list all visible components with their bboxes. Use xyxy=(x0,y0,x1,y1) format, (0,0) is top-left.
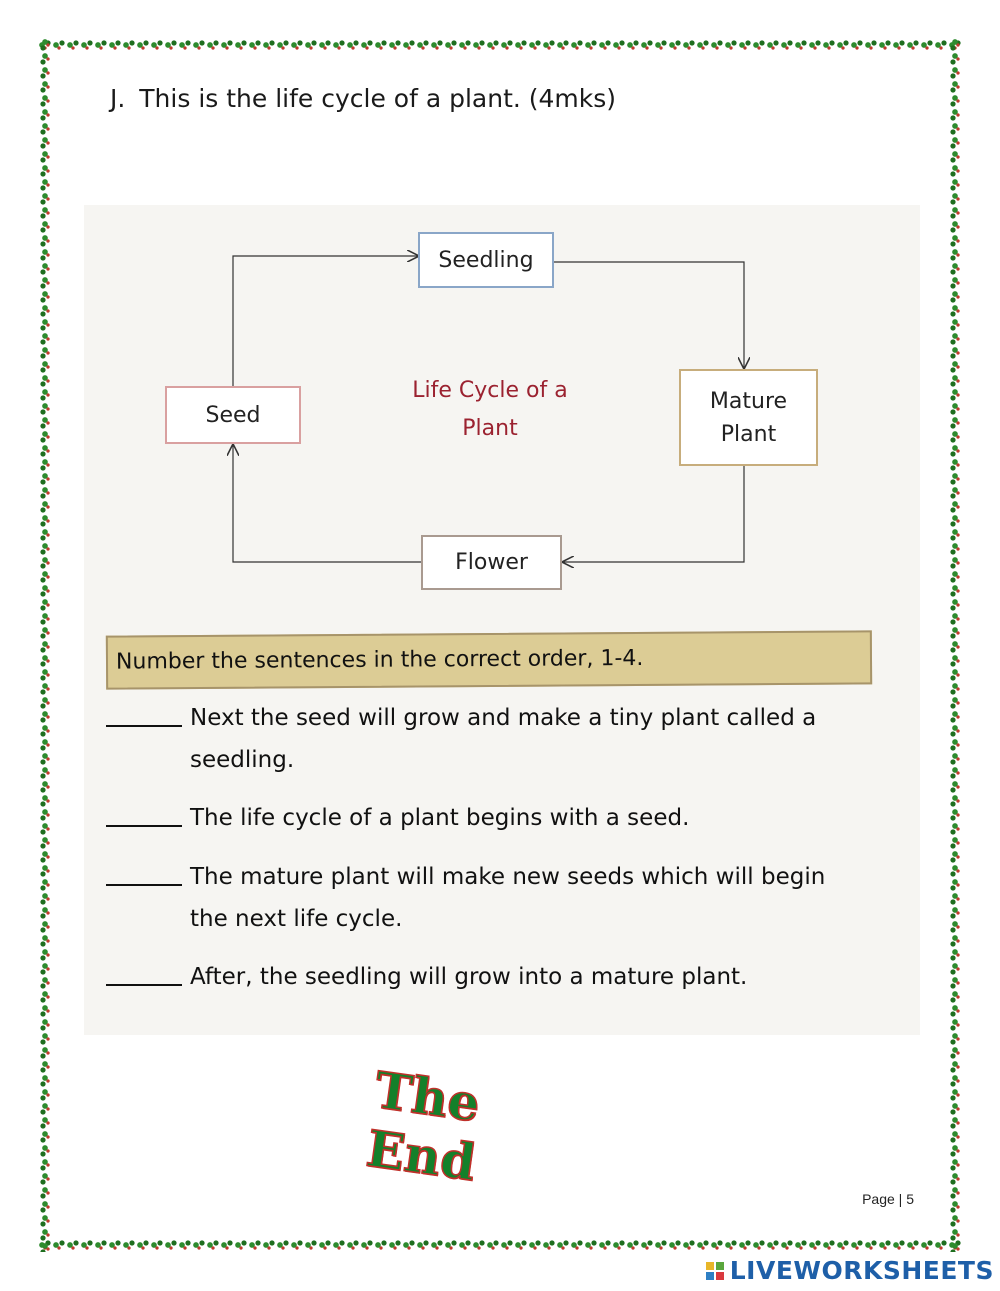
question-text: This is the life cycle of a plant. (4mks) xyxy=(139,84,617,113)
sentence-text: The mature plant will make new seeds which will begin the next life cycle. xyxy=(190,864,826,932)
arrow-mature-to-flower xyxy=(563,466,744,562)
the-end-text: The End xyxy=(362,1060,484,1193)
answer-blank[interactable] xyxy=(106,705,182,727)
stage-seed xyxy=(165,386,301,444)
sentence-text: The life cycle of a plant begins with a seed. xyxy=(190,805,690,831)
stage-flower-label: Flower xyxy=(455,550,528,575)
logo-square xyxy=(716,1262,724,1270)
instruction-banner: Number the sentences in the correct order, 1-4. xyxy=(106,630,872,689)
arrow-seed-to-seedling xyxy=(233,256,418,386)
diagram-center-title: Life Cycle of a Plant xyxy=(412,378,568,441)
stage-mature-plant xyxy=(679,369,818,466)
answer-blank[interactable] xyxy=(106,964,182,986)
stage-seed-label: Seed xyxy=(205,402,261,428)
sentence-text: Next the seed will grow and make a tiny plant called a seedling. xyxy=(190,705,817,773)
sentence-row xyxy=(106,805,886,839)
brand-name: LIVEWORKSHEETS xyxy=(729,1256,994,1285)
holly-border-bottom xyxy=(38,1238,962,1252)
stage-seedling xyxy=(418,232,554,288)
logo-square xyxy=(706,1262,714,1270)
arrow-flower-to-seed xyxy=(233,445,421,562)
question-number: J. xyxy=(110,84,126,113)
page-number: Page | 5 xyxy=(862,1191,914,1207)
sentence-text: After, the seedling will grow into a mature plant. xyxy=(190,964,748,990)
sentence-row xyxy=(106,964,886,998)
liveworksheets-logo-icon xyxy=(706,1262,724,1280)
logo-square xyxy=(706,1272,714,1280)
liveworksheets-brand[interactable] xyxy=(706,1256,994,1285)
logo-square xyxy=(716,1272,724,1280)
stage-seedling-label: Seedling xyxy=(438,247,534,273)
sentence-row xyxy=(106,705,886,781)
stage-mature-label: Mature Plant xyxy=(709,388,788,447)
answer-blank[interactable] xyxy=(106,864,182,886)
sentence-row xyxy=(106,864,886,940)
answer-blank[interactable] xyxy=(106,805,182,827)
stage-flower xyxy=(421,535,562,590)
arrow-seedling-to-mature xyxy=(554,262,744,368)
